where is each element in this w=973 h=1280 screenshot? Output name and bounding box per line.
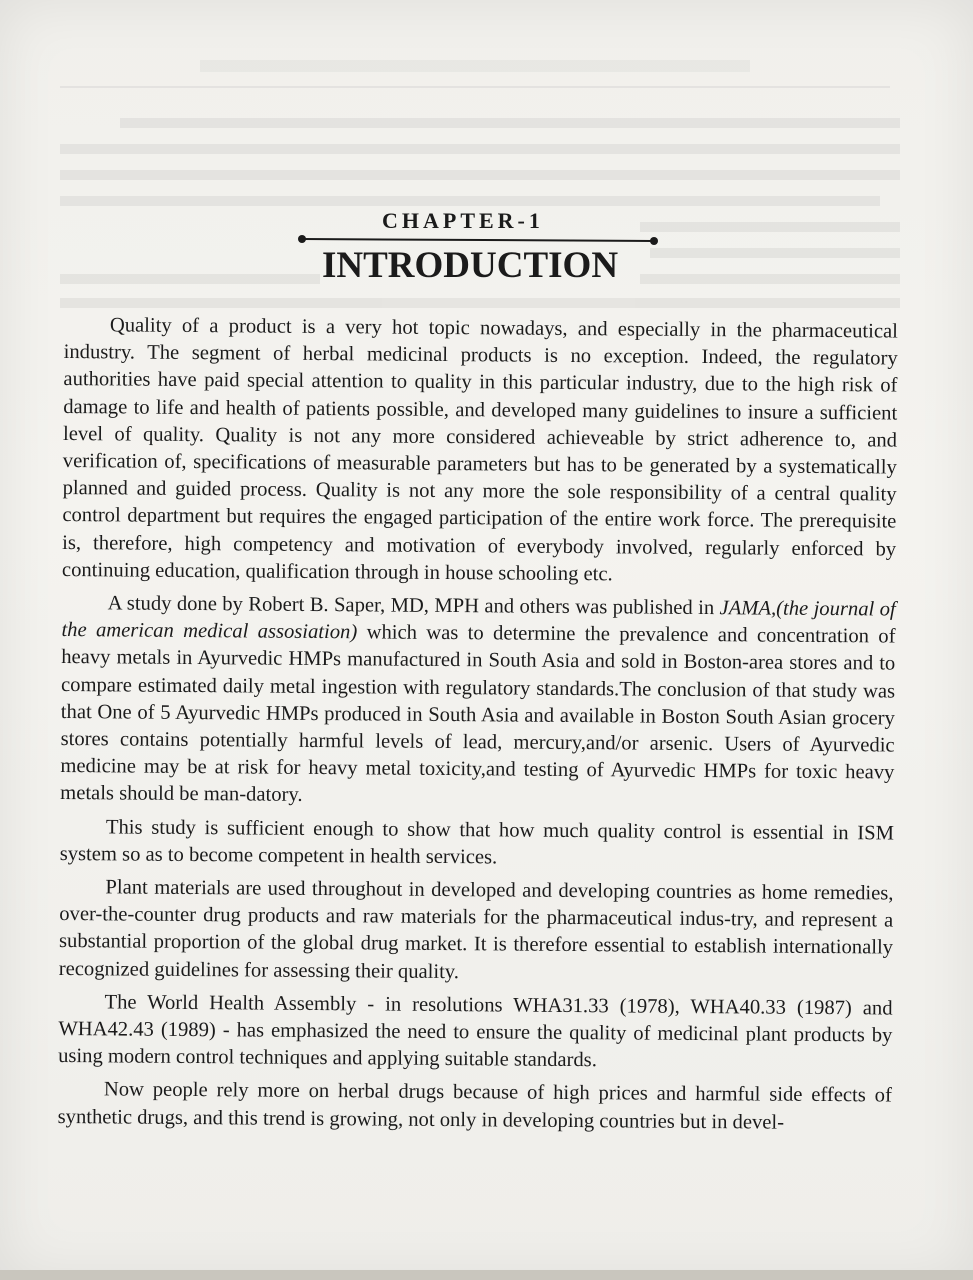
paragraph: Now people rely more on herbal drugs because of high prices and harmful side effects of synthetic drugs, and this trend is growing, not only in developing countries but in devel-	[57, 1078, 892, 1134]
paragraph: Quality of a product is a very hot topic nowadays, and especially in the pharmaceutical industry. The segment of herbal medicinal products is no exception. Indeed, the regulatory authorities have paid special attention to quality in this particular industry, due to the high risk of damage to life and health of patients possible, and developed many guidelines to insure a sufficient level of quality. Quality is not any more considered achieveable by strict adherence to, and verification of, specifications of measurable parameters but has to be generated by a systematically planned and guided process. Quality is not any more the sole responsibility of a central quality control department but requires the engaged participation of the entire work force. The prerequisite is, therefore, high competency and motivation of everybody involved, regularly enforced by continuing education, qualification through in house schooling etc.	[61, 314, 898, 586]
paragraph: Plant materials are used throughout in developed and developing countries as home remedies, over-the-counter drug products and raw materials for the pharmaceutical indus-try, and represent a substantial proportion of the global drug market. It is therefore essential to establish internationally recognized guidelines for assessing their quality.	[58, 876, 894, 983]
paragraph-text: which was to determine the prevalence and concentration of heavy metals in Ayurvedic HMPs manufactured in South Asia and sold in Boston-area stores and to compare estimated daily metal ingestion with regulatory standards.The conclusion of that study was that One of 5 Ayurvedic HMPs produced in South Asia and available in Boston South Asian grocery stores contains potentially harmful levels of lead, mercury,and/or arsenic. Users of Ayurvedic medicine may be at risk for heavy metal toxicity,and testing of Ayurvedic HMPs for toxic heavy metals should be man-datory.	[60, 621, 896, 807]
paragraph: The World Health Assembly - in resolutions WHA31.33 (1978), WHA40.33 (1987) and WHA42.43 (1989) - has emphasized the need to ensure the quality of medicinal plant products by using modern control techniques and applying suitable standards.	[58, 991, 893, 1072]
page-bottom-edge	[0, 1270, 973, 1280]
paragraph	[60, 590, 896, 814]
journal-citation: JAMA,(the journal of the american medical assosiation)	[61, 597, 896, 644]
chapter-title: INTRODUCTION	[322, 245, 619, 286]
body-text	[58, 312, 898, 1137]
paragraph: This study is sufficient enough to show that how much quality control is essential in ISM system so as to become competent in health services.	[59, 816, 895, 869]
chapter-label: CHAPTER-1	[382, 208, 544, 233]
paragraph-text: A study done by Robert B. Saper, MD, MPH and others was published in	[107, 592, 720, 620]
